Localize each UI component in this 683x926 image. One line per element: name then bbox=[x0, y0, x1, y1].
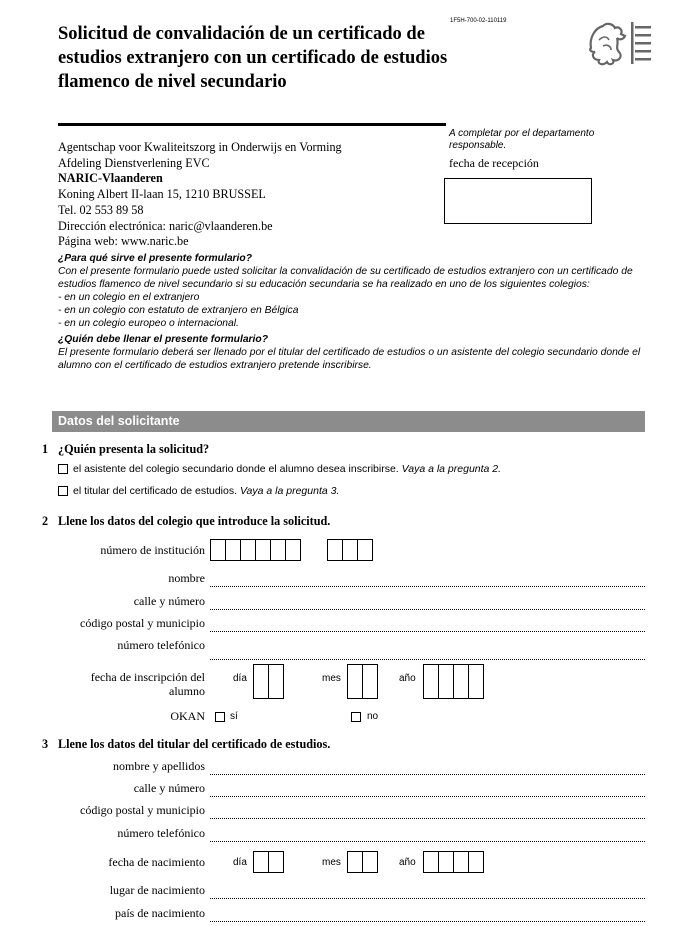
school-street-field[interactable] bbox=[210, 609, 645, 610]
enroll-day-label: día bbox=[233, 673, 247, 684]
institution-number-boxes-a[interactable] bbox=[210, 539, 300, 561]
holder-name-field[interactable] bbox=[210, 774, 645, 775]
reception-date-box[interactable] bbox=[444, 178, 592, 224]
flemish-lion-logo bbox=[585, 18, 657, 70]
school-phone-field[interactable] bbox=[210, 659, 645, 660]
birth-month-boxes[interactable] bbox=[347, 851, 377, 873]
enroll-day-boxes[interactable] bbox=[253, 664, 283, 699]
school-postal-field[interactable] bbox=[210, 631, 645, 632]
okan-no-checkbox[interactable] bbox=[351, 712, 361, 722]
holder-street-field[interactable] bbox=[210, 796, 645, 797]
holder-name-label: nombre y apellidos bbox=[113, 759, 205, 773]
okan-no-label: no bbox=[367, 711, 379, 722]
institution-number-boxes-b[interactable] bbox=[327, 539, 372, 561]
agency-address: Agentschap voor Kwaliteitszorg in Onderwijs en Vorming Afdeling Dienstverlening EVC NARIC-Vlaanderen Koning Albert II-laan 15, 1210 BRUSSEL Tel. 02 553 89 58 Dirección electrónica: naric@vlaanderen.be Página web: www.naric.be bbox=[58, 140, 342, 249]
section-header: Datos del solicitante bbox=[52, 411, 645, 432]
school-postal-label: código postal y municipio bbox=[80, 616, 205, 630]
document-code: 1F5H-700-02-110119 bbox=[450, 18, 507, 24]
option-assistant-checkbox[interactable] bbox=[58, 464, 68, 474]
holder-street-label: calle y número bbox=[133, 781, 205, 795]
birth-year-label: año bbox=[399, 857, 416, 868]
okan-yes-label: sí bbox=[230, 711, 238, 722]
birth-day-label: día bbox=[233, 857, 247, 868]
option-holder: el titular del certificado de estudios. Vaya a la pregunta 3. bbox=[73, 485, 340, 497]
option-holder-checkbox[interactable] bbox=[58, 486, 68, 496]
school-street-label: calle y número bbox=[133, 594, 205, 608]
holder-phone-label: número telefónico bbox=[117, 826, 205, 840]
option-assistant: el asistente del colegio secundario donde el alumno desea inscribirse. Vaya a la pregunta 2. bbox=[73, 463, 502, 475]
institution-number-label: número de institución bbox=[100, 543, 205, 557]
holder-postal-field[interactable] bbox=[210, 818, 645, 819]
form-title: Solicitud de convalidación de un certificado de estudios extranjero con un certificado de estudios flamenco de nivel secundario bbox=[58, 24, 448, 92]
enroll-year-label: año bbox=[399, 673, 416, 684]
holder-postal-label: código postal y municipio bbox=[80, 803, 205, 817]
birth-place-field[interactable] bbox=[210, 898, 645, 899]
question-2: 2 Llene los datos del colegio que introduce la solicitud. bbox=[42, 514, 331, 528]
enroll-date-label: fecha de inscripción del alumno bbox=[90, 670, 205, 698]
birth-year-boxes[interactable] bbox=[423, 851, 483, 873]
birth-day-boxes[interactable] bbox=[253, 851, 283, 873]
birth-month-label: mes bbox=[322, 857, 341, 868]
enroll-year-boxes[interactable] bbox=[423, 664, 483, 699]
title-divider bbox=[58, 123, 446, 126]
form-info: ¿Para qué sirve el presente formulario? Con el presente formulario puede usted solicitar la convalidación de su certificado de estudios extranjero con un certificado de estudios flamenco de nivel secundario si su educación secundaria se ha realizado en uno de los siguientes colegios: - en un colegio en el extranjero - en un colegio con estatuto de extranjero en Bélgica - en un colegio europeo o internacional. ¿Quién debe llenar el presente formulario? El presente formulario deberá ser llenado por el titular del certificado de estudios o un asistente del colegio secundario donde el alumno con el certificado de estudios extranjero pretende inscribirse. bbox=[58, 253, 641, 372]
enroll-month-boxes[interactable] bbox=[347, 664, 377, 699]
school-phone-label: número telefónico bbox=[117, 638, 205, 652]
enroll-month-label: mes bbox=[322, 673, 341, 684]
question-1: 1 ¿Quién presenta la solicitud? bbox=[42, 442, 210, 456]
birth-date-label: fecha de nacimiento bbox=[108, 855, 205, 869]
okan-label: OKAN bbox=[170, 709, 205, 723]
birth-place-label: lugar de nacimiento bbox=[109, 883, 205, 897]
birth-country-field[interactable] bbox=[210, 921, 645, 922]
department-note: A completar por el departamento responsable. bbox=[449, 128, 595, 151]
okan-yes-checkbox[interactable] bbox=[215, 712, 225, 722]
school-name-field[interactable] bbox=[210, 586, 645, 587]
reception-date-label: fecha de recepción bbox=[449, 156, 539, 170]
holder-phone-field[interactable] bbox=[210, 841, 645, 842]
question-3: 3 Llene los datos del titular del certificado de estudios. bbox=[42, 737, 331, 751]
birth-country-label: país de nacimiento bbox=[115, 906, 205, 920]
school-name-label: nombre bbox=[168, 571, 205, 585]
